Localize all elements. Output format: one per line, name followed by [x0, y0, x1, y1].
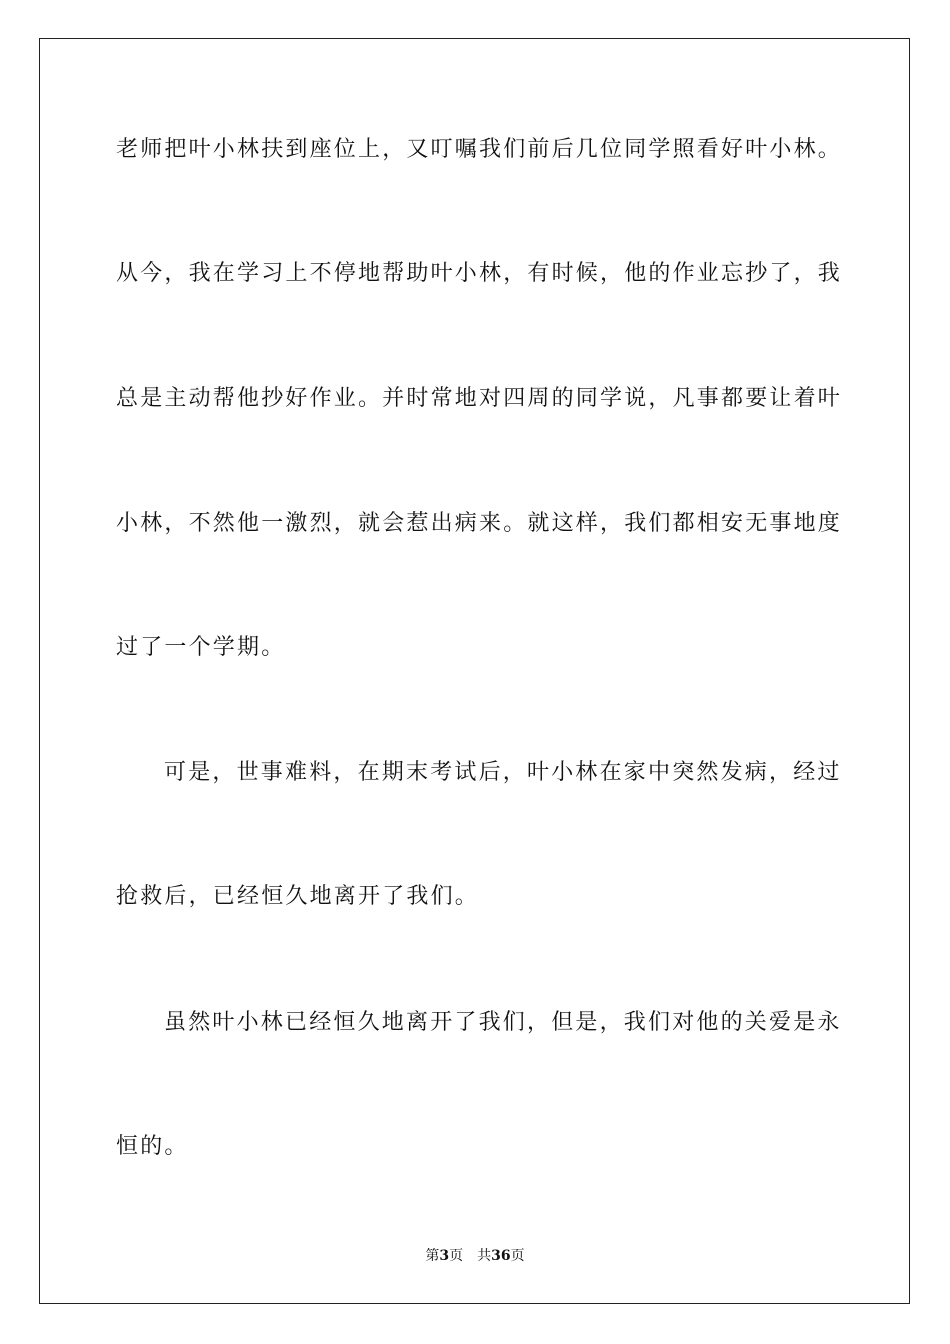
text-line-4: 小林，不然他一激烈，就会惹出病来。就这样，我们都相安无事地度	[116, 511, 843, 536]
text-line-9: 恒的。	[116, 1134, 189, 1159]
text-line-2: 从今，我在学习上不停地帮助叶小林，有时候，他的作业忘抄了，我	[116, 261, 843, 286]
page-footer	[0, 1246, 950, 1266]
text-line-6: 可是，世事难料，在期末考试后，叶小林在家中突然发病，经过	[164, 760, 842, 785]
text-line-1: 老师把叶小林扶到座位上，又叮嘱我们前后几位同学照看好叶小林。	[116, 137, 843, 162]
page-frame	[39, 38, 910, 1304]
page-suffix: 页	[449, 1248, 464, 1264]
total-pages: 36	[491, 1248, 511, 1264]
text-line-5: 过了一个学期。	[116, 635, 286, 660]
total-prefix: 共	[477, 1248, 492, 1264]
text-line-8: 虽然叶小林已经恒久地离开了我们，但是，我们对他的关爱是永	[164, 1010, 842, 1035]
page-prefix: 第	[425, 1248, 440, 1264]
text-line-3: 总是主动帮他抄好作业。并时常地对四周的同学说，凡事都要让着叶	[116, 386, 843, 411]
page-number: 3	[439, 1248, 450, 1264]
total-suffix: 页	[510, 1248, 525, 1264]
text-line-7: 抢救后，已经恒久地离开了我们。	[116, 884, 480, 909]
